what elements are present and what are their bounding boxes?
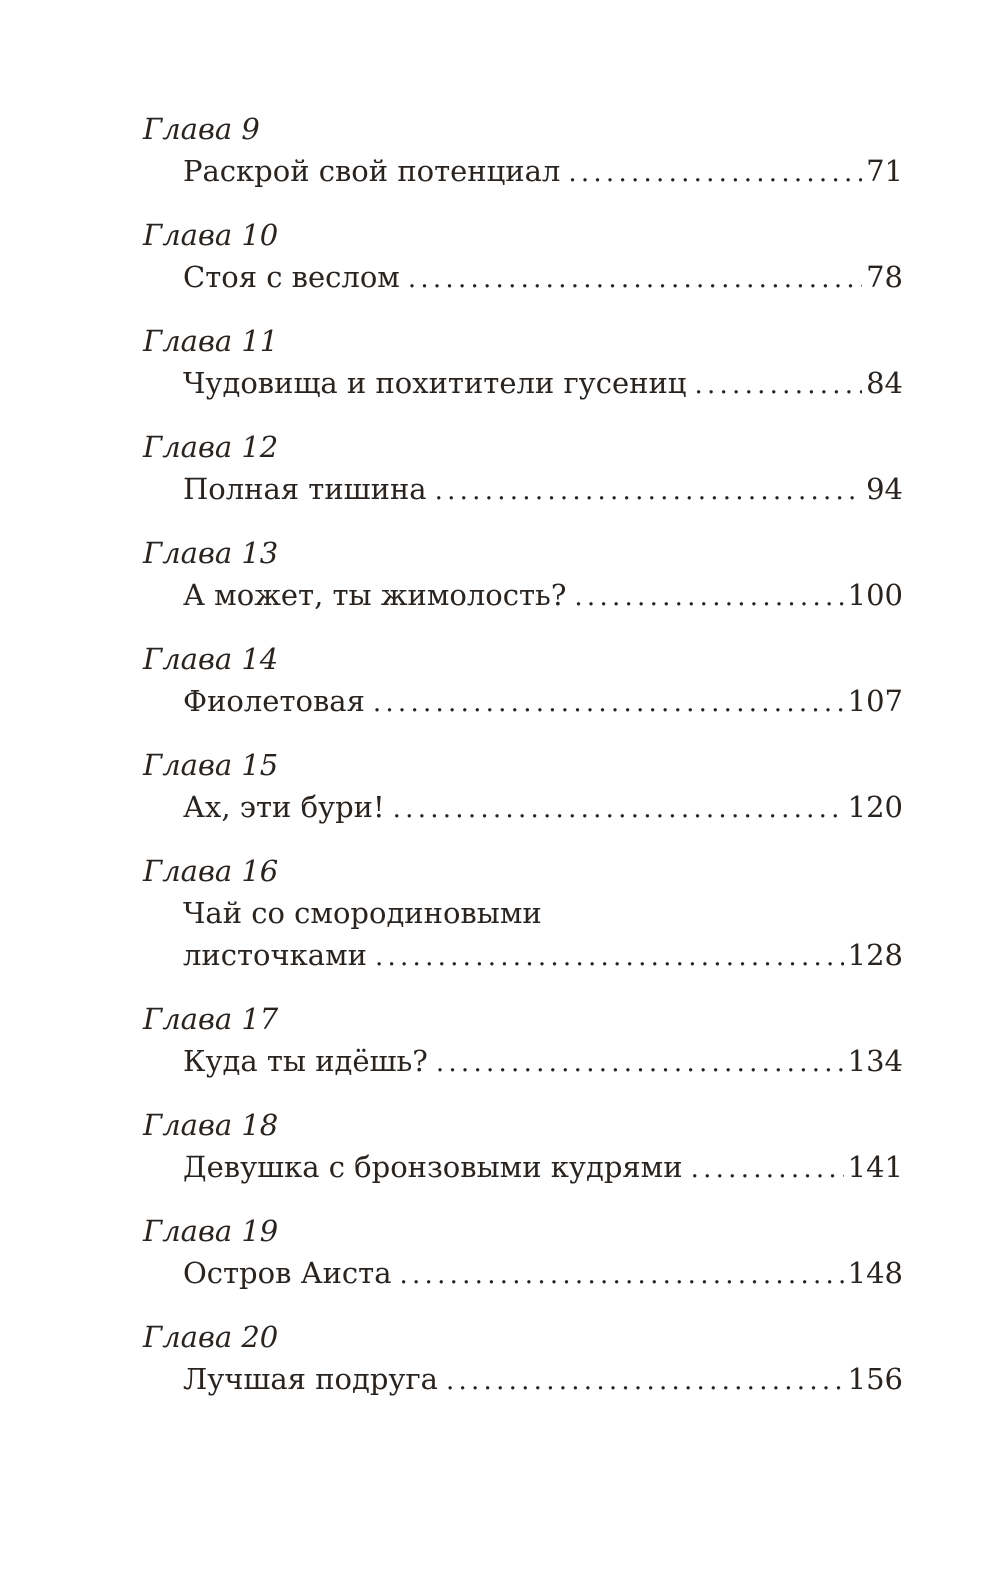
chapter-label: Глава 9 <box>143 112 260 146</box>
chapter-title-line[interactable] <box>183 150 903 192</box>
toc-entry-chapter-15 <box>143 744 903 828</box>
chapter-title: А может, ты жимолость? <box>183 578 567 612</box>
chapter-label: Глава 14 <box>143 642 279 676</box>
toc-entry-chapter-13 <box>143 532 903 616</box>
dot-leader <box>568 152 862 194</box>
toc-entry-chapter-17 <box>143 998 903 1082</box>
chapter-title-part-1: Чай со смородиновыми <box>183 896 542 930</box>
dot-leader <box>408 258 862 300</box>
chapter-title: Лучшая подруга <box>183 1362 438 1396</box>
dot-leader <box>436 1042 844 1084</box>
chapter-title: Чудовища и похитители гусениц <box>183 366 687 400</box>
chapter-title-line[interactable] <box>183 574 903 616</box>
chapter-title-line[interactable] <box>183 934 903 976</box>
chapter-title: Стоя с веслом <box>183 260 400 294</box>
chapter-label: Глава 17 <box>143 1002 279 1036</box>
toc-entry-chapter-10 <box>143 214 903 298</box>
chapter-title: Остров Аиста <box>183 1256 392 1290</box>
dot-leader <box>373 682 844 724</box>
toc-entry-chapter-9 <box>143 108 903 192</box>
toc-entry-chapter-20 <box>143 1316 903 1400</box>
page-number: 141 <box>847 1150 903 1184</box>
toc-entry-chapter-14 <box>143 638 903 722</box>
chapter-title-line[interactable] <box>183 362 903 404</box>
chapter-title-line[interactable] <box>183 680 903 722</box>
chapter-title-line[interactable] <box>183 468 903 510</box>
chapter-label: Глава 18 <box>143 1108 279 1142</box>
page-number: 71 <box>866 154 903 188</box>
chapter-title-line[interactable] <box>183 786 903 828</box>
chapter-label: Глава 12 <box>143 430 279 464</box>
chapter-title: Полная тишина <box>183 472 427 506</box>
page-number: 148 <box>847 1256 903 1290</box>
page-number: 84 <box>866 366 903 400</box>
chapter-title-line-1[interactable] <box>183 892 903 934</box>
chapter-label: Глава 11 <box>143 324 279 358</box>
toc-entry-chapter-19 <box>143 1210 903 1294</box>
dot-leader <box>393 788 844 830</box>
toc-entry-chapter-12 <box>143 426 903 510</box>
page-number: 94 <box>866 472 903 506</box>
page-number: 78 <box>866 260 903 294</box>
chapter-label: Глава 16 <box>143 854 279 888</box>
dot-leader <box>691 1148 844 1190</box>
chapter-title: листочками <box>183 938 367 972</box>
chapter-title: Раскрой свой потенциал <box>183 154 561 188</box>
chapter-title-line[interactable] <box>183 1146 903 1188</box>
page-number: 156 <box>847 1362 903 1396</box>
chapter-title-line[interactable] <box>183 256 903 298</box>
chapter-title: Фиолетовая <box>183 684 365 718</box>
chapter-title-line[interactable] <box>183 1358 903 1400</box>
dot-leader <box>446 1360 844 1402</box>
chapter-label: Глава 20 <box>143 1320 279 1354</box>
page-number: 100 <box>847 578 903 612</box>
chapter-title: Девушка с бронзовыми кудрями <box>183 1150 683 1184</box>
page-number: 134 <box>847 1044 903 1078</box>
chapter-title: Куда ты идёшь? <box>183 1044 428 1078</box>
page-number: 120 <box>847 790 903 824</box>
chapter-title: Ах, эти бури! <box>183 790 385 824</box>
chapter-label: Глава 15 <box>143 748 279 782</box>
dot-leader <box>375 936 844 978</box>
dot-leader <box>694 364 862 406</box>
chapter-label: Глава 10 <box>143 218 279 252</box>
dot-leader <box>400 1254 844 1296</box>
dot-leader <box>435 470 863 512</box>
table-of-contents <box>143 108 903 1422</box>
toc-entry-chapter-18 <box>143 1104 903 1188</box>
chapter-title-line[interactable] <box>183 1040 903 1082</box>
chapter-label: Глава 13 <box>143 536 279 570</box>
toc-entry-chapter-11 <box>143 320 903 404</box>
page-number: 107 <box>847 684 903 718</box>
page-number: 128 <box>847 938 903 972</box>
chapter-title-line[interactable] <box>183 1252 903 1294</box>
dot-leader <box>574 576 843 618</box>
chapter-label: Глава 19 <box>143 1214 279 1248</box>
toc-entry-chapter-16 <box>143 850 903 976</box>
